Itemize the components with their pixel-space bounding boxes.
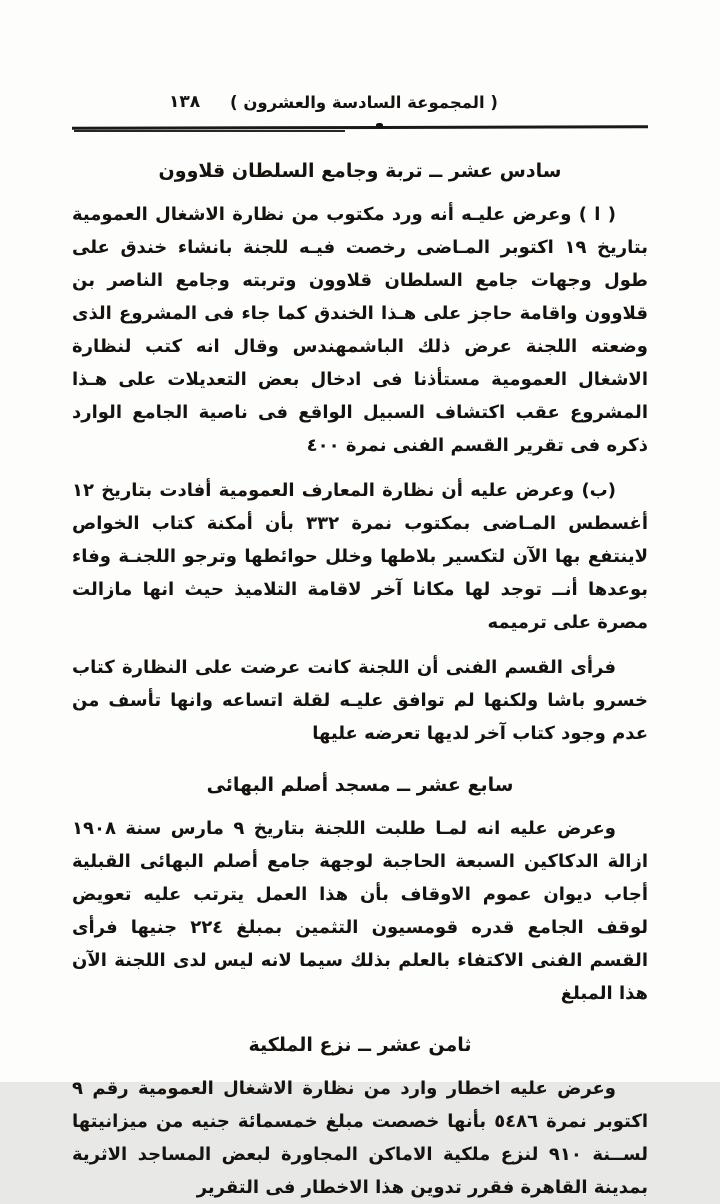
paragraph-aslam: وعرض عليه انه لمـا طلبت اللجنة بتاريخ ٩ مارس سنة ١٩٠٨ ازالة الدكاكين السبعة الحاجبة لوجهة جامع أصلم البهائى القبلية أجاب ديوان عموم الاوقاف بأن هذا العمل يترتب عليه تعويض لوقف الجامع قدره قومسيون التثمين بمبلغ ٢٢٤ جنيها فرأى القسم الفنى الاكتفاء بالعلم بذلك سيما لانه ليس لدى اللجنة الآن هذا المبلغ bbox=[72, 818, 648, 1004]
paragraph-committee-opinion: فرأى القسم الفنى أن اللجنة كانت عرضت على النظارة كتاب خسرو باشا ولكنها لم توافق عليـه لقلة اتساعه وانها تأسف من عدم وجود كتاب آخر لديها تعرضه عليها bbox=[72, 657, 648, 744]
header-rule bbox=[72, 126, 648, 136]
section-eighteenth bbox=[72, 1030, 648, 1204]
paragraph-expropriation: وعرض عليه اخطار وارد من نظارة الاشغال العمومية رقم ٩ اكتوبر نمرة ٥٤٨٦ بأنها خصصت مبلغ خمسمائة جنيه من ميزانيتها لســنة ٩١٠ لنزع ملكية الاماكن المجاورة لبعض المساجد الاثرية بمدينة القاهرة فقرر تدوين هذا الاخطار فى التقرير bbox=[72, 1078, 648, 1198]
page-header bbox=[72, 90, 648, 124]
header-rule-underline bbox=[74, 130, 345, 132]
section-heading-expropriation: ثامن عشر ــ نزع الملكية bbox=[248, 1034, 472, 1056]
paragraph-b: (ب) وعرض عليه أن نظارة المعارف العمومية أفادت بتاريخ ١٢ أغسطس المـاضى بمكتوب نمرة ٣٣٢ بأن أمكنة كتاب الخواص لاينتفع بها الآن لتكسير بلاطها وخلل حوائطها وترجو اللجنـة وفاء بوعدها أنــ توجد لها مكانا آخر لاقامة التلاميذ حيث انها مازالت مصرة على ترميمه bbox=[72, 480, 648, 633]
section-heading-qalawun: سادس عشر ــ تربة وجامع السلطان قلاوون bbox=[158, 160, 562, 182]
section-sixteenth bbox=[72, 156, 648, 750]
section-heading-aslam: سابع عشر ــ مسجد أصلم البهائى bbox=[206, 774, 514, 796]
paragraph-a: ( ا ) وعرض عليـه أنه ورد مكتوب من نظارة الاشغال العمومية بتاريخ ١٩ اكتوبر المـاضى رخصت فيـه للجنة بانشاء خندق على طول وجهات جامع السلطان قلاوون وتربته وجامع الناصر بن قلاوون واقامة حاجز على هـذا الخندق كما جاء فى المشروع الذى وضعته اللجنة عرض ذلك الباشمهندس وقال انه كتب لنظارة الاشغال العمومية مستأذنا فى ادخال بعض التعديلات على هـذا المشروع عقب اكتشاف السبيل الواقع فى ناصية الجامع الوارد ذكره فى تقرير القسم الفنى نمرة ٤٠٠ bbox=[72, 204, 648, 456]
section-seventeenth bbox=[72, 770, 648, 1010]
running-title: ( المجموعة السادسة والعشرون ) bbox=[230, 93, 498, 112]
ink-blot bbox=[376, 123, 383, 128]
page-number: ١٣٨ bbox=[169, 92, 201, 112]
